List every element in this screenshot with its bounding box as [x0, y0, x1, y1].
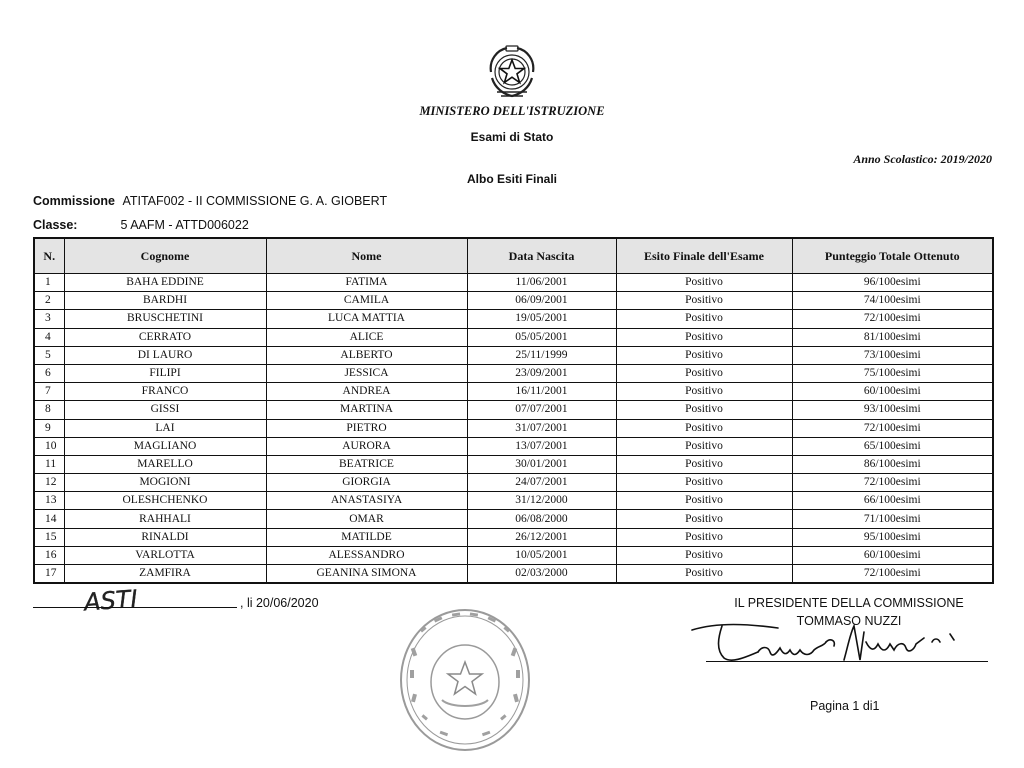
cell-birth-date: 26/12/2001	[467, 528, 616, 546]
cell-surname: FILIPI	[64, 364, 266, 382]
cell-number: 1	[34, 274, 64, 292]
cell-score: 65/100esimi	[792, 437, 993, 455]
cell-birth-date: 06/08/2000	[467, 510, 616, 528]
cell-name: LUCA MATTIA	[266, 310, 467, 328]
cell-score: 60/100esimi	[792, 546, 993, 564]
cell-birth-date: 31/07/2001	[467, 419, 616, 437]
cell-outcome: Positivo	[616, 401, 792, 419]
cell-score: 72/100esimi	[792, 310, 993, 328]
table-row	[34, 274, 993, 292]
table-row	[34, 565, 993, 584]
class-value: 5 AAFM - ATTD006022	[120, 218, 249, 232]
header-score: Punteggio Totale Ottenuto	[792, 238, 993, 274]
cell-birth-date: 10/05/2001	[467, 546, 616, 564]
cell-outcome: Positivo	[616, 528, 792, 546]
cell-name: PIETRO	[266, 419, 467, 437]
cell-name: ANASTASIYA	[266, 492, 467, 510]
cell-birth-date: 05/05/2001	[467, 328, 616, 346]
table-row	[34, 528, 993, 546]
cell-surname: BAHA EDDINE	[64, 274, 266, 292]
cell-outcome: Positivo	[616, 310, 792, 328]
date-text: , li 20/06/2020	[240, 596, 319, 610]
header-number: N.	[34, 238, 64, 274]
cell-number: 5	[34, 346, 64, 364]
table-row	[34, 492, 993, 510]
cell-surname: RINALDI	[64, 528, 266, 546]
cell-name: BEATRICE	[266, 455, 467, 473]
cell-number: 11	[34, 455, 64, 473]
cell-name: MATILDE	[266, 528, 467, 546]
page-number: Pagina 1 di1	[810, 699, 880, 713]
president-name: TOMMASO NUZZI	[796, 614, 902, 628]
school-year: Anno Scolastico: 2019/2020	[853, 152, 992, 166]
cell-number: 15	[34, 528, 64, 546]
cell-surname: CERRATO	[64, 328, 266, 346]
cell-score: 95/100esimi	[792, 528, 993, 546]
table-row	[34, 437, 993, 455]
header-surname: Cognome	[64, 238, 266, 274]
cell-outcome: Positivo	[616, 274, 792, 292]
cell-birth-date: 16/11/2001	[467, 383, 616, 401]
cell-birth-date: 02/03/2000	[467, 565, 616, 584]
cell-surname: DI LAURO	[64, 346, 266, 364]
cell-score: 81/100esimi	[792, 328, 993, 346]
cell-score: 72/100esimi	[792, 565, 993, 584]
header-outcome: Esito Finale dell'Esame	[616, 238, 792, 274]
cell-number: 14	[34, 510, 64, 528]
cell-outcome: Positivo	[616, 346, 792, 364]
cell-number: 8	[34, 401, 64, 419]
cell-name: ALICE	[266, 328, 467, 346]
cell-surname: MAGLIANO	[64, 437, 266, 455]
cell-score: 73/100esimi	[792, 346, 993, 364]
table-header-row	[34, 238, 993, 274]
results-table	[33, 237, 994, 584]
place-line	[33, 606, 237, 608]
exam-title: Esami di Stato	[470, 130, 554, 144]
table-row	[34, 474, 993, 492]
cell-score: 75/100esimi	[792, 364, 993, 382]
cell-score: 71/100esimi	[792, 510, 993, 528]
place-handwriting	[80, 578, 170, 618]
cell-outcome: Positivo	[616, 565, 792, 584]
cell-outcome: Positivo	[616, 437, 792, 455]
cell-score: 60/100esimi	[792, 383, 993, 401]
class-row	[33, 218, 249, 232]
cell-name: FATIMA	[266, 274, 467, 292]
cell-birth-date: 25/11/1999	[467, 346, 616, 364]
cell-birth-date: 07/07/2001	[467, 401, 616, 419]
commission-row	[33, 194, 387, 208]
cell-number: 12	[34, 474, 64, 492]
cell-score: 72/100esimi	[792, 419, 993, 437]
cell-surname: BARDHI	[64, 292, 266, 310]
cell-outcome: Positivo	[616, 419, 792, 437]
table-row	[34, 419, 993, 437]
table-row	[34, 546, 993, 564]
table-row	[34, 401, 993, 419]
table-row	[34, 328, 993, 346]
cell-surname: FRANCO	[64, 383, 266, 401]
cell-outcome: Positivo	[616, 455, 792, 473]
cell-number: 9	[34, 419, 64, 437]
cell-outcome: Positivo	[616, 383, 792, 401]
president-title: IL PRESIDENTE DELLA COMMISSIONE	[734, 596, 964, 610]
ministry-title: MINISTERO DELL'ISTRUZIONE	[419, 104, 605, 118]
cell-surname: VARLOTTA	[64, 546, 266, 564]
table-row	[34, 510, 993, 528]
cell-surname: ZAMFIRA	[64, 565, 266, 584]
cell-score: 72/100esimi	[792, 474, 993, 492]
cell-surname: RAHHALI	[64, 510, 266, 528]
table-row	[34, 292, 993, 310]
cell-number: 16	[34, 546, 64, 564]
cell-outcome: Positivo	[616, 546, 792, 564]
cell-surname: OLESHCHENKO	[64, 492, 266, 510]
cell-name: OMAR	[266, 510, 467, 528]
cell-score: 74/100esimi	[792, 292, 993, 310]
cell-number: 6	[34, 364, 64, 382]
cell-name: AURORA	[266, 437, 467, 455]
cell-outcome: Positivo	[616, 474, 792, 492]
cell-number: 2	[34, 292, 64, 310]
cell-name: ALBERTO	[266, 346, 467, 364]
cell-score: 66/100esimi	[792, 492, 993, 510]
cell-outcome: Positivo	[616, 292, 792, 310]
cell-number: 4	[34, 328, 64, 346]
cell-number: 7	[34, 383, 64, 401]
cell-birth-date: 24/07/2001	[467, 474, 616, 492]
header-name: Nome	[266, 238, 467, 274]
table-row	[34, 383, 993, 401]
cell-birth-date: 30/01/2001	[467, 455, 616, 473]
cell-name: ANDREA	[266, 383, 467, 401]
cell-score: 86/100esimi	[792, 455, 993, 473]
cell-surname: LAI	[64, 419, 266, 437]
cell-name: ALESSANDRO	[266, 546, 467, 564]
cell-name: JESSICA	[266, 364, 467, 382]
cell-name: GEANINA SIMONA	[266, 565, 467, 584]
cell-birth-date: 31/12/2000	[467, 492, 616, 510]
table-row	[34, 455, 993, 473]
table-row	[34, 364, 993, 382]
cell-birth-date: 06/09/2001	[467, 292, 616, 310]
class-label: Classe:	[33, 218, 78, 232]
cell-surname: MOGIONI	[64, 474, 266, 492]
commission-value: ATITAF002 - II COMMISSIONE G. A. GIOBERT	[122, 194, 388, 208]
cell-number: 10	[34, 437, 64, 455]
cell-number: 3	[34, 310, 64, 328]
italian-republic-emblem-icon	[483, 42, 541, 102]
cell-birth-date: 13/07/2001	[467, 437, 616, 455]
cell-outcome: Positivo	[616, 328, 792, 346]
cell-birth-date: 23/09/2001	[467, 364, 616, 382]
cell-birth-date: 11/06/2001	[467, 274, 616, 292]
cell-surname: MARELLO	[64, 455, 266, 473]
header-birth-date: Data Nascita	[467, 238, 616, 274]
cell-surname: GISSI	[64, 401, 266, 419]
table-row	[34, 310, 993, 328]
cell-outcome: Positivo	[616, 510, 792, 528]
cell-outcome: Positivo	[616, 492, 792, 510]
cell-birth-date: 19/05/2001	[467, 310, 616, 328]
cell-number: 17	[34, 565, 64, 584]
cell-name: CAMILA	[266, 292, 467, 310]
signature-line	[706, 660, 988, 662]
cell-surname: BRUSCHETINI	[64, 310, 266, 328]
cell-outcome: Positivo	[616, 364, 792, 382]
cell-score: 93/100esimi	[792, 401, 993, 419]
cell-score: 96/100esimi	[792, 274, 993, 292]
commission-label: Commissione	[33, 194, 115, 208]
svg-text:ASTI: ASTI	[83, 584, 139, 617]
official-school-stamp-icon	[396, 604, 534, 756]
cell-name: GIORGIA	[266, 474, 467, 492]
table-row	[34, 346, 993, 364]
cell-number: 13	[34, 492, 64, 510]
document-title: Albo Esiti Finali	[466, 172, 557, 186]
cell-name: MARTINA	[266, 401, 467, 419]
